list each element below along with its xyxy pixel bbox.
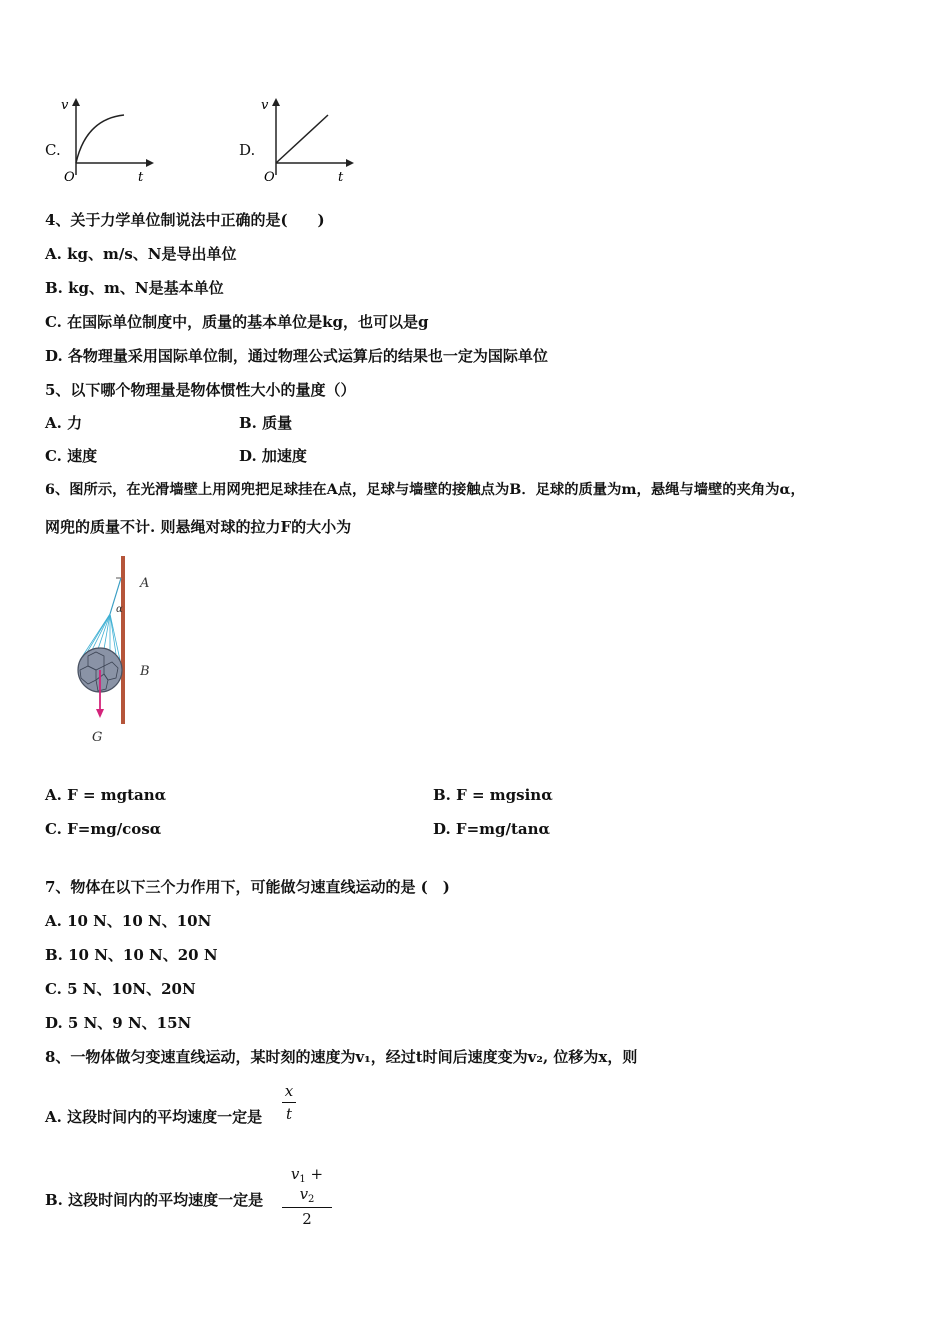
q7-stem: 7、物体在以下三个力作用下，可能做匀速直线运动的是 ( ) (45, 878, 450, 896)
q5-option-d: D. 加速度 (239, 447, 307, 465)
axis-v-label: v (261, 98, 269, 113)
q8-option-a-fraction (282, 1082, 296, 1123)
q6-stem-line1: 6、图所示，在光滑墙壁上用网兜把足球挂在A点，足球与墙壁的接触点为B．足球的质量为m，悬绳与墙壁的夹角为α， (45, 482, 805, 498)
fraction-numerator: $v_1 + v_2$ (290, 1165, 324, 1205)
q8-option-a: A. 这段时间内的平均速度一定是 (45, 1108, 263, 1126)
point-a-label: A (140, 576, 150, 591)
axis-t-label: t (138, 170, 144, 185)
q7-option-a: A. 10 N、10 N、10N (45, 912, 212, 930)
origin-label: O (264, 170, 275, 185)
q8-option-b-fraction (282, 1165, 332, 1228)
axis-v-label: v (61, 98, 69, 113)
q7-option-d: D. 5 N、9 N、15N (45, 1014, 192, 1032)
q4-option-b: B. kg、m、N是基本单位 (45, 279, 224, 297)
q4-stem: 4、关于力学单位制说法中正确的是( ) (45, 211, 325, 229)
q5-option-a: A. 力 (45, 414, 83, 432)
gravity-g-label: G (92, 730, 103, 745)
q6-stem-line2: 网兜的质量不计. 则悬绳对球的拉力F的大小为 (45, 518, 352, 536)
q3-graph-d (258, 95, 358, 187)
q3-option-c-label: C. (45, 141, 61, 159)
q5-option-c: C. 速度 (45, 447, 98, 465)
q7-option-b: B. 10 N、10 N、20 N (45, 946, 218, 964)
q4-option-c: C. 在国际单位制度中，质量的基本单位是kg，也可以是g (45, 313, 429, 331)
q4-option-a: A. kg、m/s、N是导出单位 (45, 245, 237, 263)
q8-option-b: B. 这段时间内的平均速度一定是 (45, 1191, 264, 1209)
q6-option-a: A. F = mgtanα (45, 786, 167, 804)
fraction-numerator: x (284, 1082, 294, 1100)
q6-option-d: D. F=mg/tanα (433, 820, 551, 838)
fraction-denominator: 2 (302, 1210, 312, 1228)
axis-t-label: t (338, 170, 344, 185)
q3-option-d-label: D. (239, 141, 256, 159)
point-b-label: B (140, 664, 150, 679)
wall (121, 556, 125, 724)
angle-alpha-label: α (116, 604, 123, 615)
q3-graph-c (58, 95, 158, 187)
q6-option-b: B. F = mgsinα (433, 786, 553, 804)
q7-option-c: C. 5 N、10N、20N (45, 980, 196, 998)
q5-option-b: B. 质量 (239, 414, 293, 432)
q6-option-c: C. F=mg/cosα (45, 820, 162, 838)
q4-option-d: D. 各物理量采用国际单位制，通过物理公式运算后的结果也一定为国际单位 (45, 347, 548, 365)
q8-stem: 8、一物体做匀变速直线运动，某时刻的速度为v₁，经过t时间后速度变为v₂, 位移为x，则 (45, 1048, 638, 1066)
origin-label: O (64, 170, 75, 185)
q5-stem: 5、以下哪个物理量是物体惯性大小的量度（） (45, 381, 356, 399)
q6-figure-ball-on-wall (70, 552, 170, 752)
fraction-denominator: t (285, 1105, 293, 1123)
